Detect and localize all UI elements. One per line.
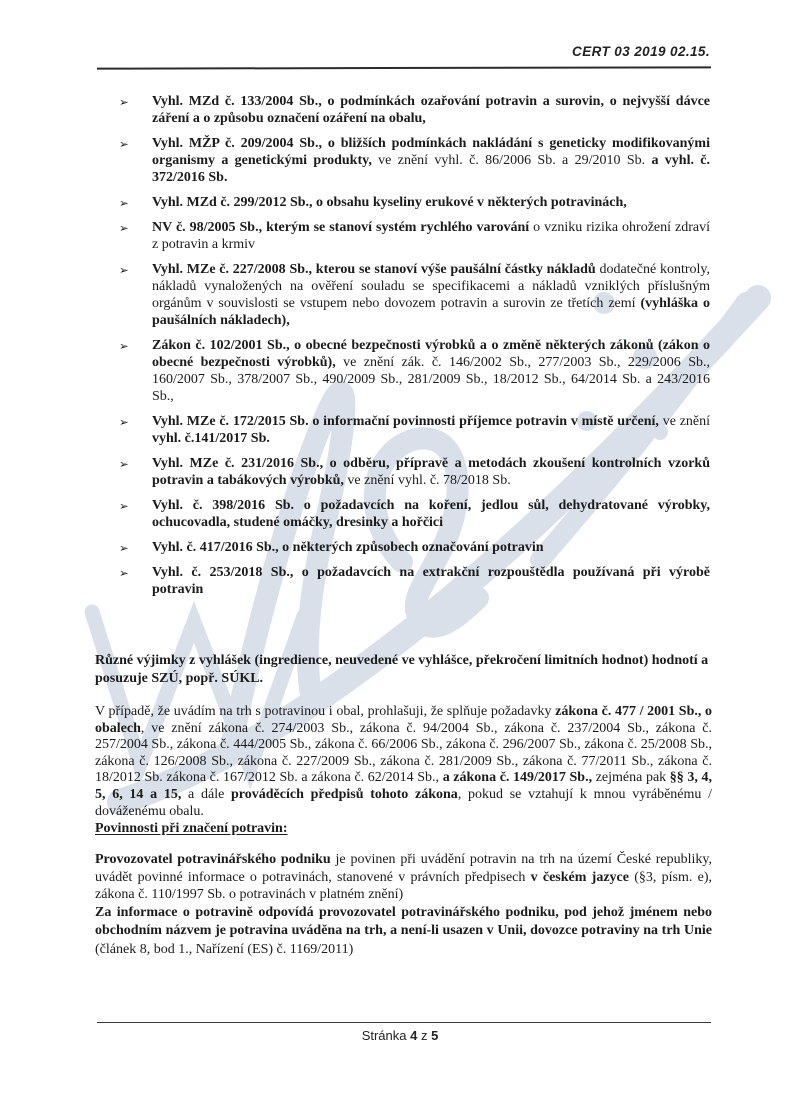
text-segment: Vyhl. MZd č. 299/2012 Sb., o obsahu kyseliny erukové v některých potravinách, xyxy=(152,195,627,210)
regulation-list xyxy=(95,93,710,606)
bullet-arrow-icon: ➢ xyxy=(119,339,129,353)
text-segment: prováděcích předpisů tohoto zákona xyxy=(231,786,458,802)
bullet-arrow-icon: ➢ xyxy=(119,541,129,555)
regulation-item xyxy=(95,135,710,186)
text-segment: Za informace o potravině odpovídá provozovatel potravinářského podniku, pod jehož jménem nebo obchodním názvem je potravina uváděna na trh, a není-li usazen v Unii, dovozce potraviny na trh Unie xyxy=(95,904,712,939)
bullet-arrow-icon: ➢ xyxy=(119,95,129,109)
document-code: CERT 03 2019 02.15. xyxy=(572,44,710,59)
regulation-item xyxy=(95,337,710,405)
text-segment: ve znění xyxy=(658,414,711,429)
packaging-declaration xyxy=(95,704,712,820)
regulation-item xyxy=(95,219,710,253)
text-segment: Vyhl. MZe č. 227/2008 Sb., kterou se stanoví výše paušální částky nákladů xyxy=(152,262,596,277)
regulation-text xyxy=(152,94,710,126)
text-segment: (§3, písm. e), zákona č. 110/1997 Sb. o potravinách v platném znění) xyxy=(95,869,713,903)
text-segment: o vzniku rizika ohrožení zdraví z potravin a krmiv xyxy=(152,220,710,252)
regulation-text xyxy=(152,220,710,252)
exceptions-note xyxy=(95,652,712,687)
text-segment: a vyhl. č. 372/2016 Sb. xyxy=(152,153,711,185)
regulation-item xyxy=(95,261,710,329)
text-segment: ve znění vyhl. č. 78/2018 Sb. xyxy=(343,473,511,488)
text-segment: vyhl. č.141/2017 Sb. xyxy=(152,431,270,446)
regulation-item xyxy=(95,497,710,531)
bullet-arrow-icon: ➢ xyxy=(119,566,129,580)
text-segment: V případě, že uvádím na trh s potravinou i obal, prohlašuji, že splňuje požadavky xyxy=(95,704,556,719)
text-segment: Zákon č. 102/2001 Sb., o obecné bezpečnosti výrobků a o změně některých zákonů (zákon o obecné bezpečnosti výrobků), xyxy=(152,338,710,370)
text-segment: Vyhl. MŽP č. 209/2004 Sb., o bližších podmínkách nakládání s geneticky modifikovanými organismy a genetickými produkty, xyxy=(152,136,710,168)
regulation-item xyxy=(95,455,710,489)
bullet-arrow-icon: ➢ xyxy=(119,499,129,513)
regulation-text xyxy=(152,565,710,597)
text-segment: zejména pak xyxy=(592,770,670,786)
text-segment: ve znění zák. č. 146/2002 Sb., 277/2003 Sb., 229/2006 Sb., 160/2007 Sb., 378/2007 Sb., 490/2009 Sb., 281/2009 Sb., 18/2012 Sb., 64/2014 Sb. a 243/2016 Sb., xyxy=(152,355,710,404)
text-segment: Vyhl. MZe č. 231/2016 Sb., o odběru, přípravě a metodách zkoušení kontrolních vzorků potravin a tabákových výrobků, xyxy=(152,456,710,488)
operator-obligation xyxy=(95,851,712,904)
bullet-arrow-icon: ➢ xyxy=(119,221,129,235)
regulation-text xyxy=(152,262,710,328)
text-segment: , ve znění zákona č. 274/2003 Sb., zákona č. 94/2004 Sb., zákona č. 237/2004 Sb., zákona č. 257/2004 Sb., zákona č. 444/2005 Sb., zákona č. 66/2006 Sb., zákona č. 296/2007 Sb., zákona č. 25/2008 Sb., zákona č. 126/2008 Sb., zákona č. 227/2009 Sb., zákona č. 281/2009 Sb., zákona č. 77/2011 Sb., zákona č. 18/2012 Sb. zákona č. 167/2012 Sb. a zákona č. 62/2014 Sb., xyxy=(95,720,712,786)
text-segment: zákona č. 477 / 2001 Sb., o obalech xyxy=(95,704,713,736)
bullet-arrow-icon: ➢ xyxy=(119,263,129,277)
text-segment: a dále xyxy=(181,786,232,802)
responsibility-note xyxy=(95,904,712,959)
text-segment: Vyhl. č. 253/2018 Sb., o požadavcích na extrakční rozpouštědla používaná při výrobě potravin xyxy=(152,565,710,597)
regulation-text xyxy=(152,136,710,185)
text-segment: Vyhl. MZe č. 172/2015 Sb. o informační povinnosti příjemce potravin v místě určení, xyxy=(152,414,659,429)
text-segment: z xyxy=(417,1028,432,1043)
text-segment: Vyhl. č. 417/2016 Sb., o některých způsobech označování potravin xyxy=(152,540,544,555)
bullet-arrow-icon: ➢ xyxy=(119,415,129,429)
bullet-arrow-icon: ➢ xyxy=(119,137,129,151)
text-segment: NV č. 98/2005 Sb., kterým se stanoví systém rychlého varování xyxy=(152,220,530,235)
bullet-arrow-icon: ➢ xyxy=(119,457,129,471)
regulation-item xyxy=(95,564,710,598)
text-segment: je povinen při uvádění potravin na trh na území České republiky, uvádět povinné informace o potravinách, stanovené v právních předpisech xyxy=(95,852,712,885)
text-segment: Vyhl. MZd č. 133/2004 Sb., o podmínkách ozařování potravin a surovin, o nejvyšší dávce záření a o způsobu označení ozáření na obalu, xyxy=(152,94,710,126)
regulation-text xyxy=(152,338,710,404)
text-segment: Vyhl. č. 398/2016 Sb. o požadavcích na koření, jedlou sůl, dehydratované výrobky, ochucovadla, studené omáčky, dresinky a hořčici xyxy=(152,498,710,530)
text-segment: §§ 3, 4, 5, 6, 14 a 15, xyxy=(95,770,713,802)
text-segment: (článek 8, bod 1., Nařízení (ES) č. 1169/2011) xyxy=(95,941,354,957)
regulation-item xyxy=(95,194,710,211)
regulation-text xyxy=(152,456,710,488)
regulation-text xyxy=(152,195,627,210)
text-segment: 5 xyxy=(431,1028,439,1043)
labeling-duties-heading: Povinnosti při značení potravin: xyxy=(95,821,288,837)
regulation-text xyxy=(152,498,710,530)
body-sections xyxy=(95,652,712,959)
text-segment: 4 xyxy=(410,1028,418,1043)
regulation-item xyxy=(95,413,710,447)
bullet-arrow-icon: ➢ xyxy=(119,196,129,210)
regulation-item xyxy=(95,93,710,127)
footer-rule xyxy=(97,1022,711,1023)
text-segment: ve znění vyhl. č. 86/2006 Sb. a 29/2010 Sb. xyxy=(371,153,652,168)
text-segment: a zákona č. 149/2017 Sb., xyxy=(442,770,593,786)
text-segment: , pokud se vztahují k mnou vyráběnému / dováženému obalu. xyxy=(95,786,713,819)
text-segment: (vyhláška o paušálních nákladech), xyxy=(152,296,710,328)
regulation-item xyxy=(95,539,710,556)
text-segment: Provozovatel potravinářského podniku xyxy=(95,852,336,868)
regulation-text xyxy=(152,540,544,555)
text-segment: Stránka xyxy=(361,1028,411,1043)
page-number xyxy=(0,1028,800,1043)
text-segment: Různé výjimky z vyhlášek (ingredience, neuvedené ve vyhlášce, překročení limitních hodnot) hodnotí a posuzuje SZÚ, popř. SÚKL. xyxy=(95,653,709,686)
text-segment: dodatečné kontroly, nákladů vynaložených na ověření souladu se specifikacemi a nákladů vzniklých příslušným orgánům v souvislosti se vstupem nebo dovozem potravin a surovin ze třetích zemí xyxy=(152,262,710,311)
regulation-text xyxy=(152,414,710,446)
text-segment: v českém jazyce xyxy=(530,869,635,885)
